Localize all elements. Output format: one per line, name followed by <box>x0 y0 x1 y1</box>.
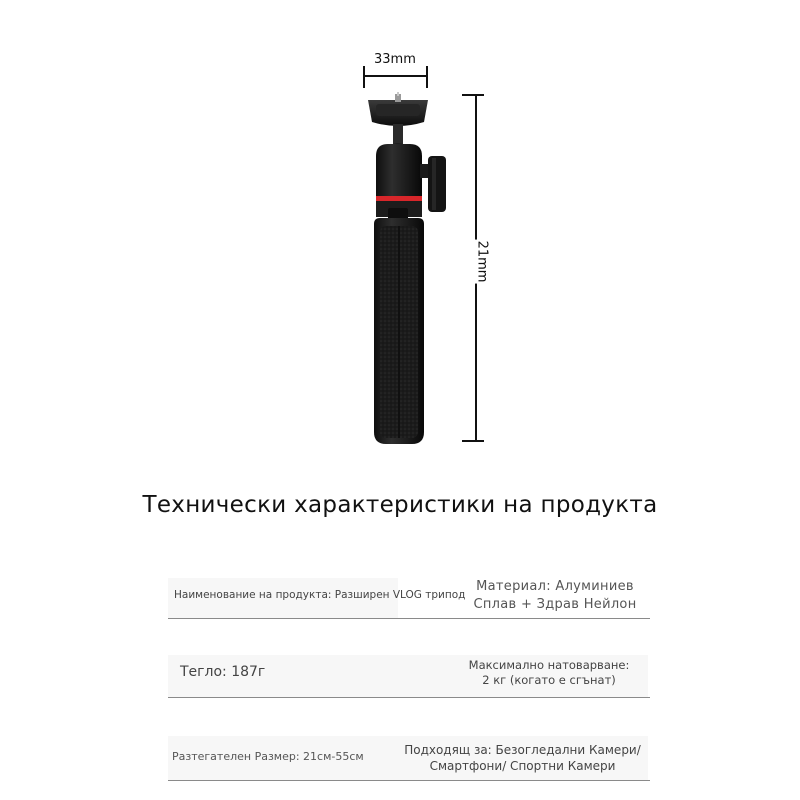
spec-compatible-line2: Смартфони/ Спортни Камери <box>429 759 616 773</box>
spec-material-line2: Сплав + Здрав Нейлон <box>473 597 637 612</box>
width-dimension-line <box>364 75 427 77</box>
height-dimension-label: 21mm <box>474 240 490 283</box>
spec-extended-size: Разтегателен Размер: 21см-55см <box>172 750 364 763</box>
spec-max-load-line2: 2 кг (когато е сгънат) <box>482 673 616 687</box>
row-2-divider <box>168 697 650 698</box>
accent-ring <box>376 196 422 201</box>
spec-material-line1: Материал: Алуминиев <box>476 579 634 594</box>
spec-product-name: Наименование на продукта: Разширен VLOG трипод <box>174 589 466 601</box>
tripod-image <box>340 80 470 460</box>
section-heading: Технически характеристики на продукта <box>142 492 658 518</box>
row-3-divider <box>168 780 650 781</box>
width-dimension-label: 33mm <box>374 52 416 67</box>
spec-weight: Тегло: 187г <box>180 664 266 680</box>
spec-max-load-line1: Максимално натоварване: <box>468 658 630 672</box>
row-1-divider <box>168 618 650 619</box>
spec-compatible-line1: Подходящ за: Безогледални Камери/ <box>404 743 641 757</box>
